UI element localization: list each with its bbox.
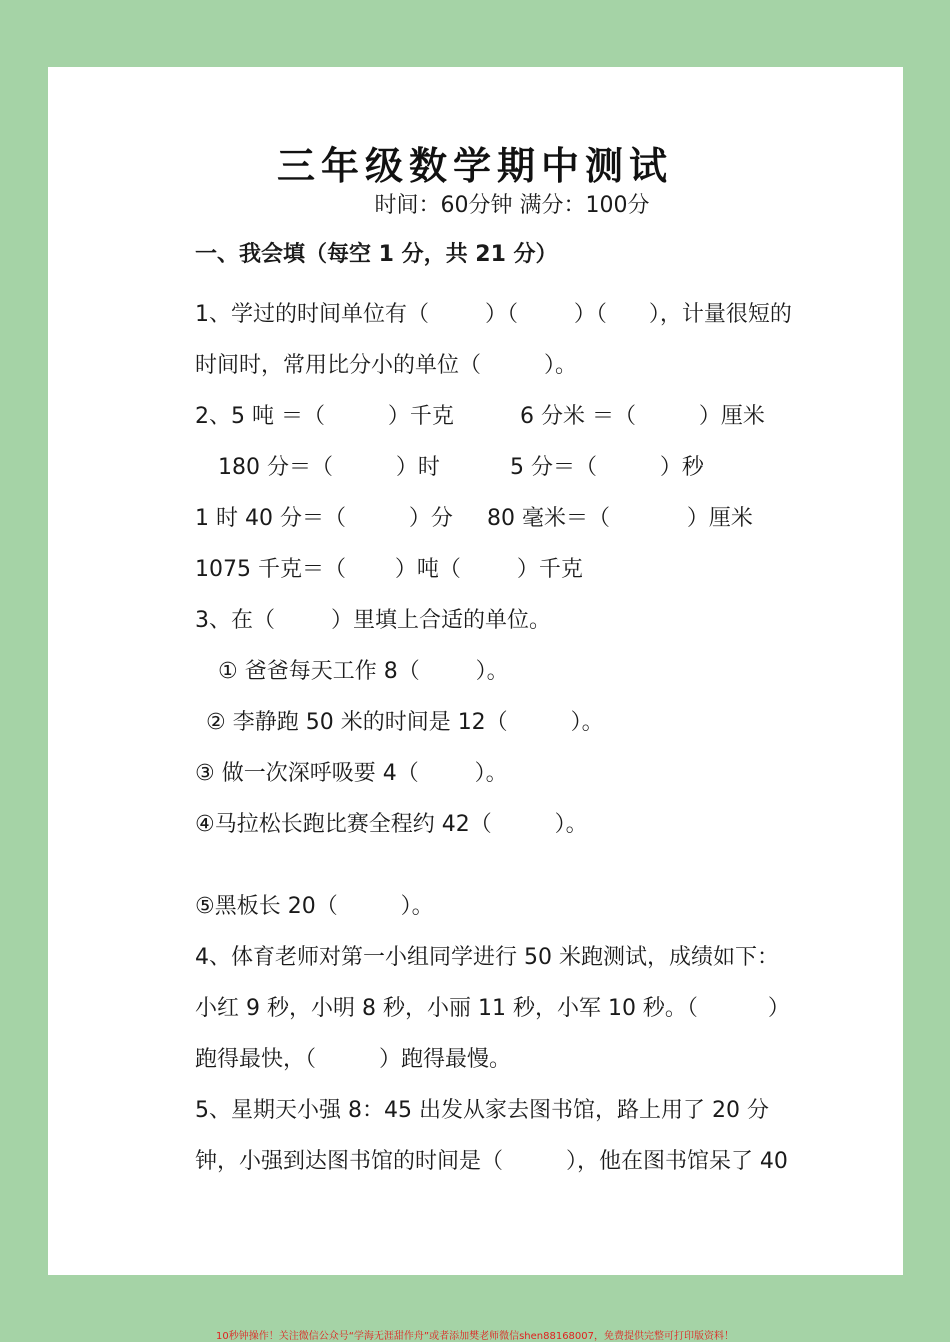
question-1-line-2: 时间时，常用比分小的单位（ ）。 [195, 353, 577, 378]
question-3-item-4: ④马拉松长跑比赛全程约 42（ ）。 [195, 812, 588, 837]
promo-footer: 10秒钟操作！关注微信公众号“学海无涯甜作舟”或者添加樊老师微信shen88168007，免费提供完整可打印版资料！ [215, 1331, 735, 1342]
question-2-line-4: 1075 千克＝（ ）吨（ ）千克 [195, 557, 583, 582]
section-heading: 一、我会填（每空 1 分，共 21 分） [195, 242, 558, 267]
question-2-line-3b: 80 毫米＝（ ）厘米 [487, 506, 753, 531]
question-3-item-5: ⑤黑板长 20（ ）。 [195, 894, 434, 919]
question-4-line-3: 跑得最快，（ ）跑得最慢。 [195, 1047, 511, 1072]
question-3-item-1: ① 爸爸每天工作 8（ ）。 [218, 659, 509, 684]
question-5-line-2: 钟，小强到达图书馆的时间是（ ），他在图书馆呆了 40 [195, 1149, 788, 1174]
question-1-line-1: 1、学过的时间单位有（ ）（ ）（ ），计量很短的 [195, 302, 792, 327]
question-3-line-1: 3、在（ ）里填上合适的单位。 [195, 608, 551, 633]
question-4-line-1: 4、体育老师对第一小组同学进行 50 米跑测试，成绩如下： [195, 945, 779, 970]
question-2-line-2b: 5 分＝（ ）秒 [510, 455, 704, 480]
page-title: 三年级数学期中测试 [276, 143, 673, 188]
question-3-item-3: ③ 做一次深呼吸要 4（ ）。 [195, 761, 508, 786]
question-2-line-2a: 180 分＝（ ）时 [218, 455, 440, 480]
question-5-line-1: 5、星期天小强 8：45 出发从家去图书馆，路上用了 20 分 [195, 1098, 769, 1123]
question-4-line-2: 小红 9 秒，小明 8 秒，小丽 11 秒，小军 10 秒。（ ） [195, 996, 790, 1021]
exam-info: 时间：60分钟 满分：100分 [374, 193, 650, 218]
question-2-line-3a: 1 时 40 分＝（ ）分 [195, 506, 453, 531]
question-3-item-2: ② 李静跑 50 米的时间是 12（ ）。 [206, 710, 604, 735]
question-2-line-1a: 2、5 吨 ＝（ ）千克 [195, 404, 454, 429]
question-2-line-1b: 6 分米 ＝（ ）厘米 [520, 404, 765, 429]
